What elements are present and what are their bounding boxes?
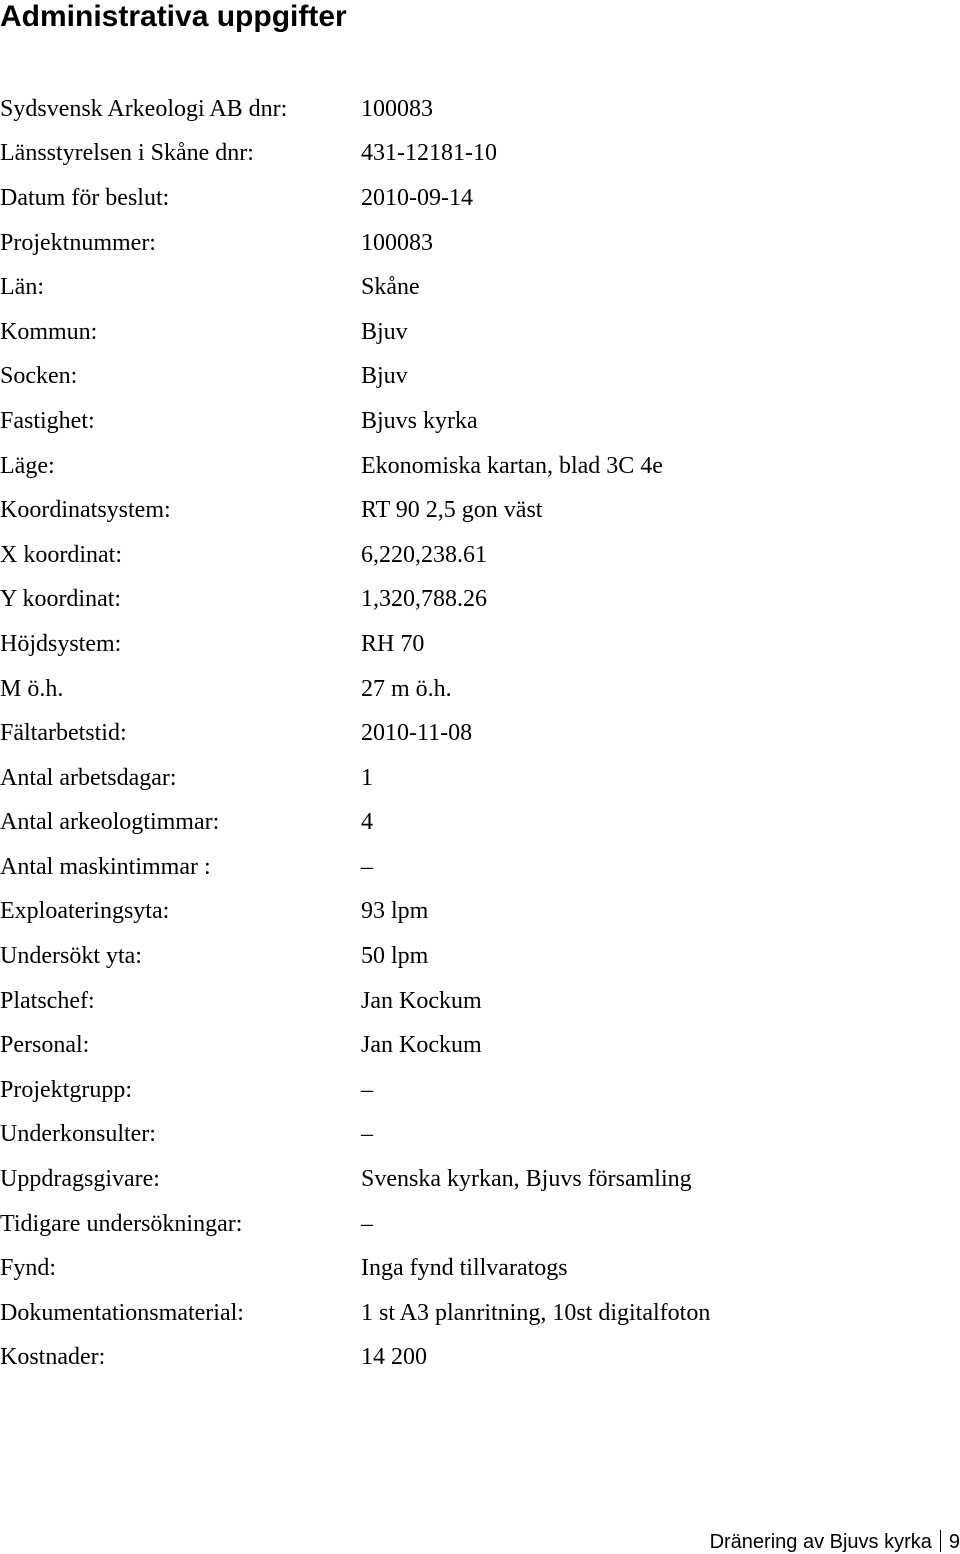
field-row-hojdsystem bbox=[0, 622, 960, 667]
field-row-projektgrupp bbox=[0, 1068, 960, 1113]
field-value: RH 70 bbox=[361, 630, 425, 657]
field-value: Skåne bbox=[361, 274, 420, 301]
field-row-lan bbox=[0, 265, 960, 310]
field-label: Dokumentationsmaterial: bbox=[0, 1299, 244, 1326]
field-label: Fynd: bbox=[0, 1255, 57, 1282]
field-label: Kostnader: bbox=[0, 1344, 106, 1371]
field-value: 93 lpm bbox=[361, 898, 429, 925]
field-label: Undersökt yta: bbox=[0, 943, 142, 970]
field-value: Bjuvs kyrka bbox=[361, 407, 478, 434]
field-row-fynd bbox=[0, 1246, 960, 1291]
field-row-dokumentationsmaterial bbox=[0, 1291, 960, 1336]
field-label: Län: bbox=[0, 274, 44, 301]
field-value: Svenska kyrkan, Bjuvs församling bbox=[361, 1166, 692, 1193]
field-value: Inga fynd tillvaratogs bbox=[361, 1255, 568, 1282]
field-value: 50 lpm bbox=[361, 943, 429, 970]
field-label: Datum för beslut: bbox=[0, 184, 170, 211]
field-row-lansstyrelsen-dnr bbox=[0, 132, 960, 177]
field-row-projektnummer bbox=[0, 221, 960, 266]
admin-details-list bbox=[0, 87, 960, 1380]
field-label: Fastighet: bbox=[0, 407, 95, 434]
field-row-x-koordinat bbox=[0, 533, 960, 578]
field-value: 27 m ö.h. bbox=[361, 675, 452, 702]
field-value: 4 bbox=[361, 809, 373, 836]
field-value: 1 bbox=[361, 764, 373, 791]
field-label: Koordinatsystem: bbox=[0, 497, 171, 524]
field-label: Underkonsulter: bbox=[0, 1121, 156, 1148]
field-label: Höjdsystem: bbox=[0, 630, 122, 657]
field-label: Personal: bbox=[0, 1032, 90, 1059]
field-row-personal bbox=[0, 1023, 960, 1068]
page-footer bbox=[710, 1530, 960, 1554]
field-value: Jan Kockum bbox=[361, 1032, 482, 1059]
field-row-antal-arkeologtimmar bbox=[0, 801, 960, 846]
field-value: 14 200 bbox=[361, 1344, 427, 1371]
field-value: 100083 bbox=[361, 229, 433, 256]
field-label: Tidigare undersökningar: bbox=[0, 1210, 243, 1237]
field-label: M ö.h. bbox=[0, 675, 64, 702]
field-value: 2010-09-14 bbox=[361, 184, 473, 211]
field-label: Projektgrupp: bbox=[0, 1076, 132, 1103]
field-row-antal-arbetsdagar bbox=[0, 756, 960, 801]
field-label: Y koordinat: bbox=[0, 586, 122, 613]
field-label: X koordinat: bbox=[0, 541, 122, 568]
field-value: Ekonomiska kartan, blad 3C 4e bbox=[361, 452, 663, 479]
field-value: 6,220,238.61 bbox=[361, 541, 487, 568]
field-label: Antal arbetsdagar: bbox=[0, 764, 177, 791]
field-value: – bbox=[361, 1076, 373, 1103]
footer-divider bbox=[940, 1530, 941, 1552]
field-label: Antal arkeologtimmar: bbox=[0, 809, 220, 836]
field-row-uppdragsgivare bbox=[0, 1157, 960, 1202]
field-label: Uppdragsgivare: bbox=[0, 1166, 160, 1193]
field-label: Kommun: bbox=[0, 318, 98, 345]
field-value: 2010-11-08 bbox=[361, 720, 473, 747]
field-value: – bbox=[361, 853, 373, 880]
field-label: Fältarbetstid: bbox=[0, 720, 127, 747]
field-value: Bjuv bbox=[361, 363, 408, 390]
field-row-sydsvensk-dnr bbox=[0, 87, 960, 132]
page-title: Administrativa uppgifter bbox=[0, 0, 347, 33]
field-row-koordinatsystem bbox=[0, 488, 960, 533]
field-value: Jan Kockum bbox=[361, 987, 482, 1014]
field-row-undersokt-yta bbox=[0, 934, 960, 979]
field-label: Sydsvensk Arkeologi AB dnr: bbox=[0, 95, 288, 122]
field-label: Socken: bbox=[0, 363, 78, 390]
field-value: Bjuv bbox=[361, 318, 408, 345]
field-row-fastighet bbox=[0, 399, 960, 444]
field-row-lage bbox=[0, 444, 960, 489]
field-label: Exploateringsyta: bbox=[0, 898, 170, 925]
field-row-exploateringsyta bbox=[0, 890, 960, 935]
field-label: Platschef: bbox=[0, 987, 95, 1014]
field-label: Projektnummer: bbox=[0, 229, 156, 256]
field-row-underkonsulter bbox=[0, 1113, 960, 1158]
field-row-antal-maskintimmar bbox=[0, 845, 960, 890]
field-value: – bbox=[361, 1121, 373, 1148]
field-label: Antal maskintimmar : bbox=[0, 853, 211, 880]
field-value: RT 90 2,5 gon väst bbox=[361, 497, 543, 524]
field-row-datum-for-beslut bbox=[0, 176, 960, 221]
field-row-kostnader bbox=[0, 1336, 960, 1381]
field-value: – bbox=[361, 1210, 373, 1237]
field-row-y-koordinat bbox=[0, 578, 960, 623]
field-row-faltarbetstid bbox=[0, 711, 960, 756]
field-row-m-oh bbox=[0, 667, 960, 712]
field-row-kommun bbox=[0, 310, 960, 355]
field-value: 431-12181-10 bbox=[361, 140, 497, 167]
field-label: Läge: bbox=[0, 452, 55, 479]
field-row-socken bbox=[0, 355, 960, 400]
field-row-platschef bbox=[0, 979, 960, 1024]
field-value: 100083 bbox=[361, 95, 433, 122]
field-label: Länsstyrelsen i Skåne dnr: bbox=[0, 140, 254, 167]
footer-document-title: Dränering av Bjuvs kyrka bbox=[709, 1531, 932, 1553]
field-value: 1,320,788.26 bbox=[361, 586, 487, 613]
footer-page-number: 9 bbox=[948, 1531, 960, 1553]
field-value: 1 st A3 planritning, 10st digitalfoton bbox=[361, 1299, 711, 1326]
field-row-tidigare-undersokningar bbox=[0, 1202, 960, 1247]
